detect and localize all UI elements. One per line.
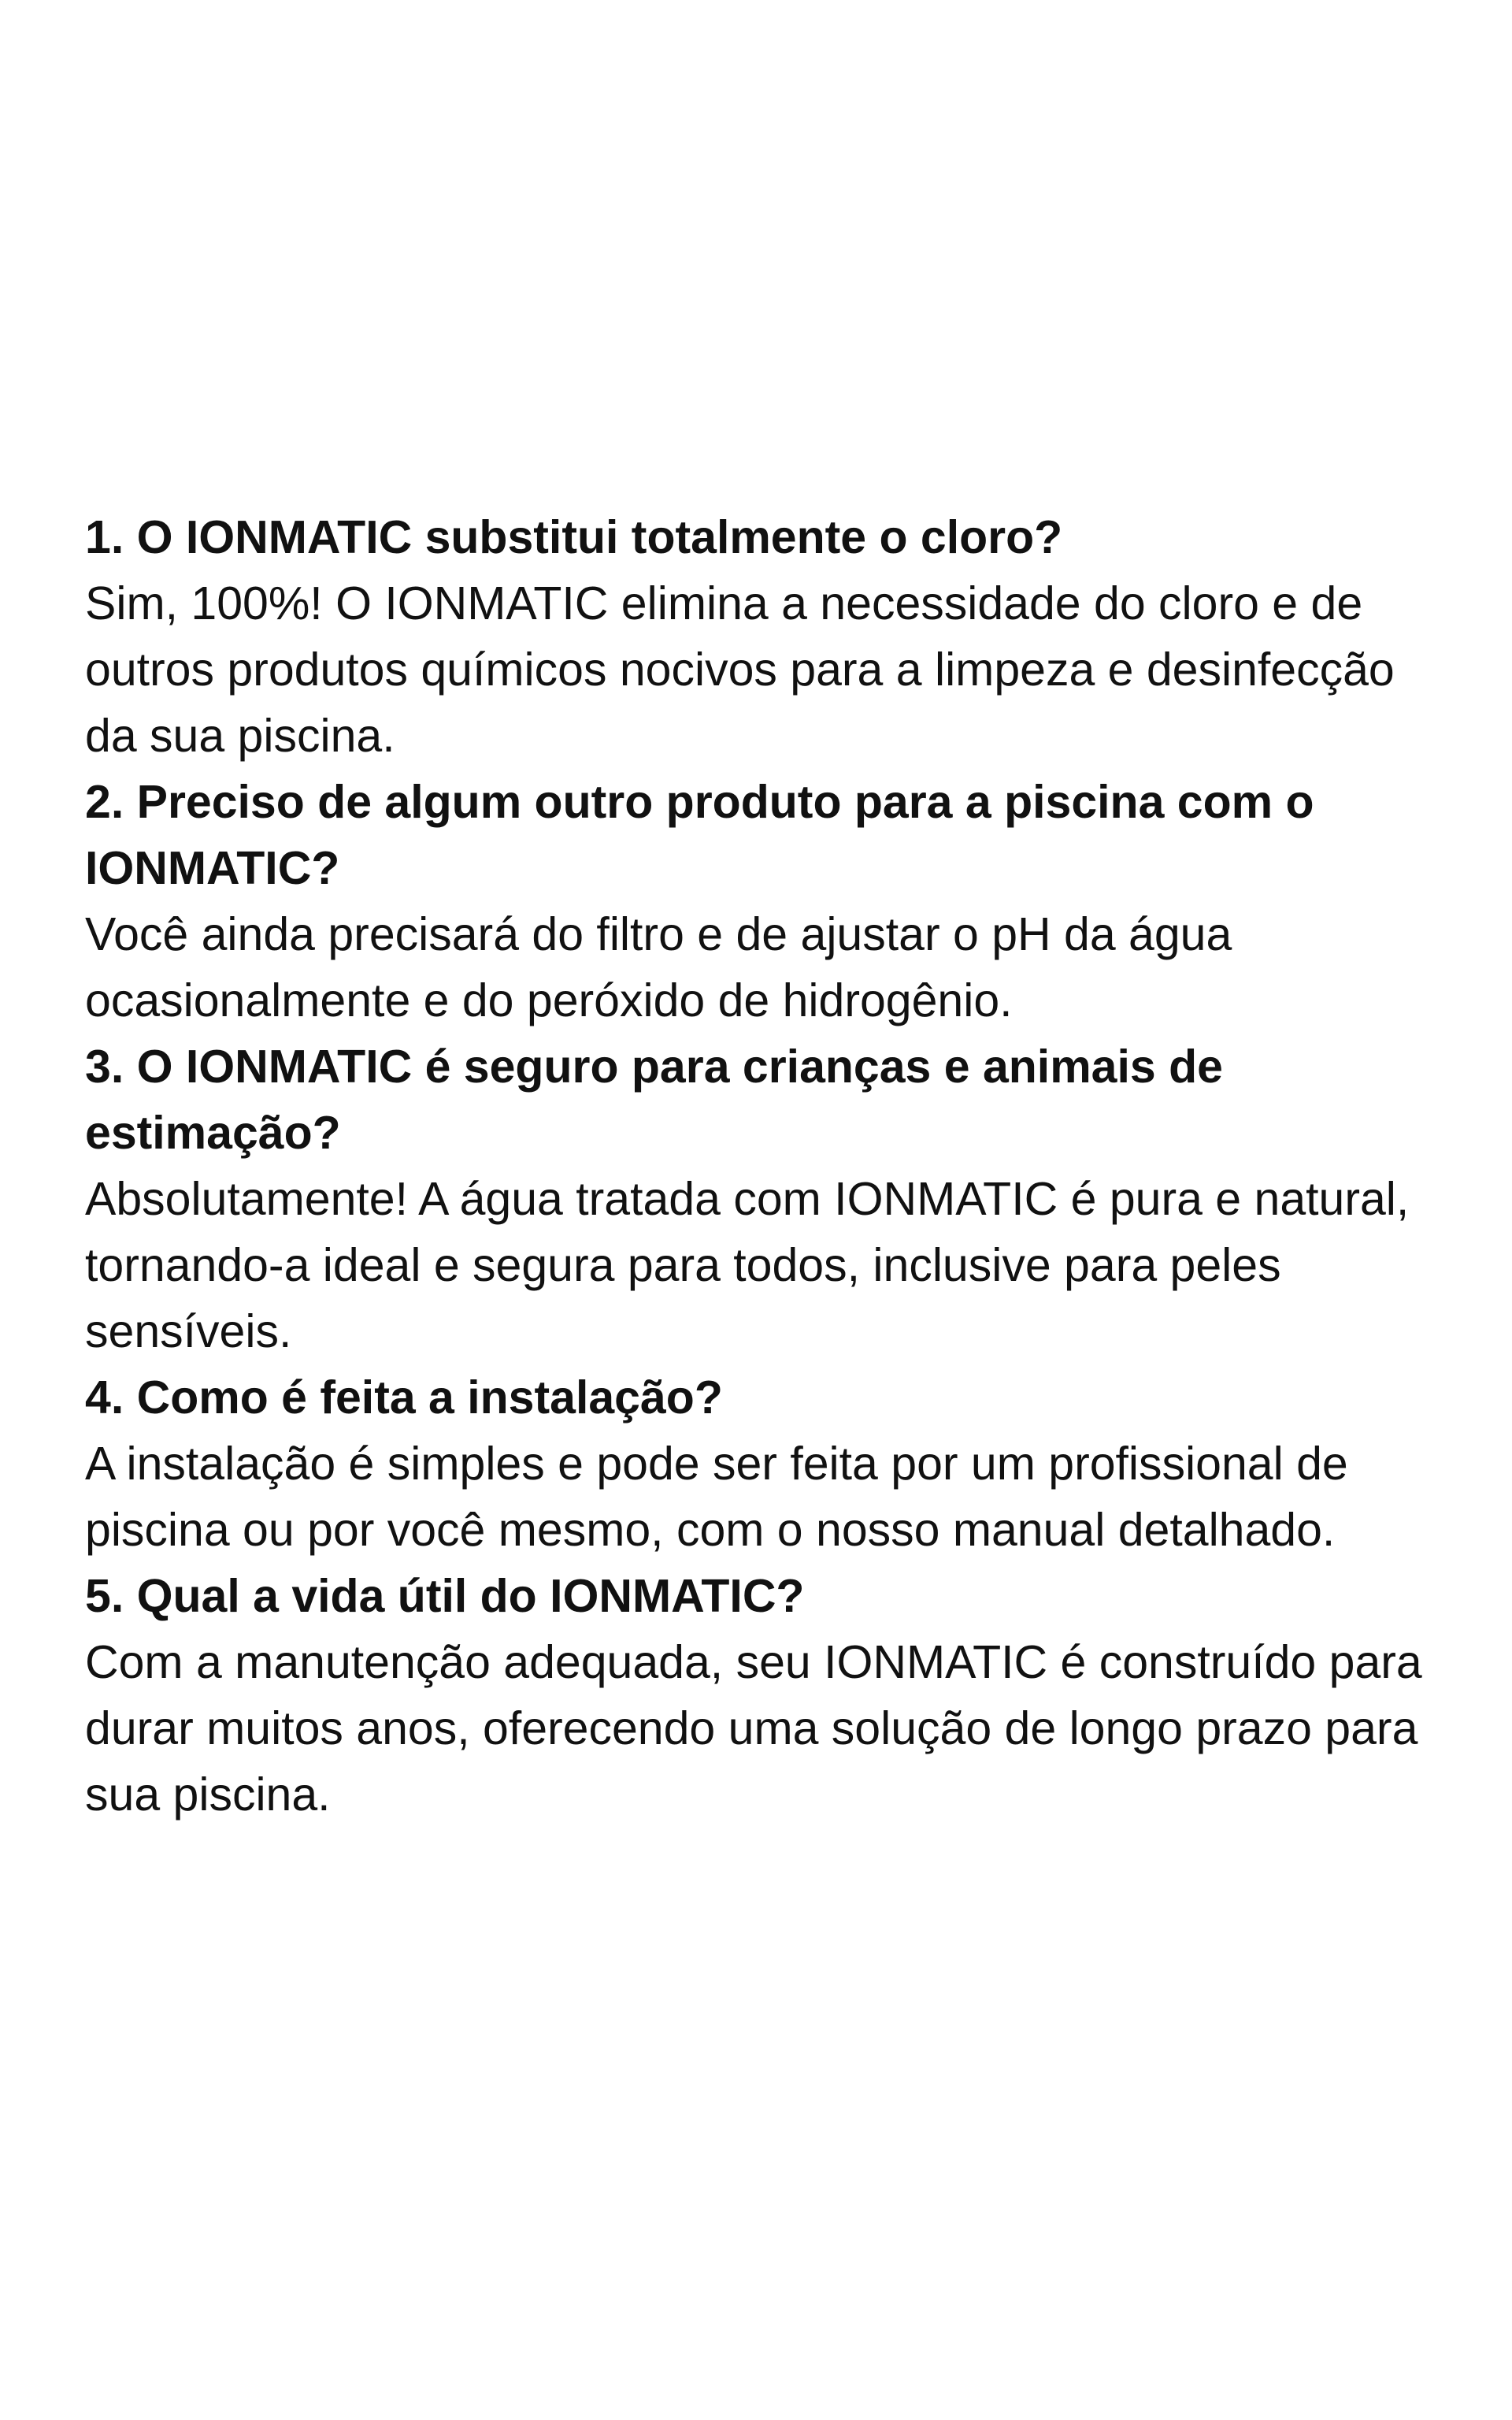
faq-item-2 [85,769,1455,1034]
faq-question: 2. Preciso de algum outro produto para a piscina com o IONMATIC? [85,776,1314,894]
faq-question: 4. Como é feita a instalação? [85,1371,723,1423]
faq-answer: Sim, 100%! O IONMATIC elimina a necessidade do cloro e de outros produtos químicos nocivos para a limpeza e desinfecção da sua piscina. [85,577,1395,762]
faq-question: 5. Qual a vida útil do IONMATIC? [85,1570,805,1622]
faq-item-1 [85,504,1455,769]
faq-question: 3. O IONMATIC é seguro para crianças e animais de estimação? [85,1041,1223,1159]
faq-item-4 [85,1364,1455,1563]
faq-item-3 [85,1034,1455,1364]
faq-item-5 [85,1563,1455,1828]
faq-answer: Absolutamente! A água tratada com IONMATIC é pura e natural, tornando-a ideal e segura para todos, inclusive para peles sensíveis. [85,1173,1410,1357]
faq-question: 1. O IONMATIC substitui totalmente o cloro? [85,511,1063,563]
faq-answer: A instalação é simples e pode ser feita por um profissional de piscina ou por você mesmo, com o nosso manual detalhado. [85,1438,1348,1556]
faq-section [85,504,1455,1828]
faq-answer: Com a manutenção adequada, seu IONMATIC é construído para durar muitos anos, oferecendo uma solução de longo prazo para sua piscina. [85,1636,1422,1821]
faq-answer: Você ainda precisará do filtro e de ajustar o pH da água ocasionalmente e do peróxido de hidrogênio. [85,908,1232,1026]
